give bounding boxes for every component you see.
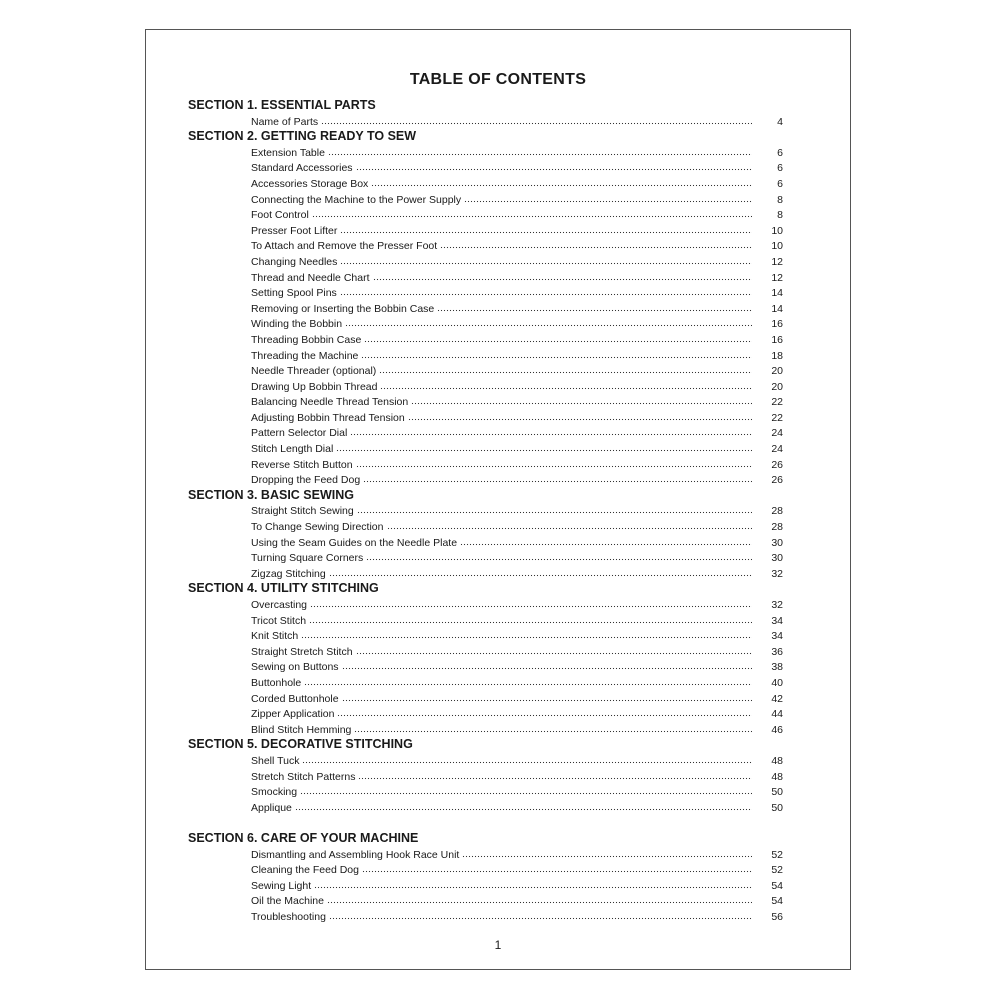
entry-page-number: 30 — [771, 536, 783, 549]
entry-title: To Change Sewing Direction — [251, 521, 384, 534]
dot-leader — [356, 160, 752, 171]
entry-title: Winding the Bobbin — [251, 318, 343, 331]
dot-leader — [437, 301, 752, 312]
toc-entry — [188, 628, 783, 644]
toc-entry — [188, 550, 783, 566]
toc-entry — [188, 425, 783, 441]
entry-page-number: 44 — [771, 708, 783, 721]
dot-leader — [302, 753, 752, 764]
entry-page-number: 16 — [771, 318, 783, 331]
entry-title: Standard Accessories — [251, 162, 353, 175]
dot-leader — [356, 644, 752, 655]
entry-page-number: 12 — [771, 271, 783, 284]
dot-leader — [310, 597, 752, 608]
toc-entry — [188, 332, 783, 348]
entry-title: Overcasting — [251, 599, 308, 611]
entry-page-number: 52 — [771, 864, 783, 877]
entry-title: Knit Stitch — [251, 630, 299, 643]
entry-title: Thread and Needle Chart — [251, 271, 370, 284]
section-spacer — [188, 815, 783, 831]
page-number: 1 — [494, 938, 502, 952]
entry-title: Straight Stretch Stitch — [251, 645, 353, 658]
toc-entry — [188, 223, 783, 239]
dot-leader — [356, 457, 752, 468]
dot-leader — [329, 566, 752, 577]
dot-leader — [295, 800, 752, 811]
entry-page-number: 50 — [771, 786, 783, 799]
toc-entry — [188, 145, 783, 161]
toc-entry — [188, 363, 783, 379]
entry-title: Accessories Storage Box — [251, 177, 369, 190]
entry-page-number: 22 — [771, 411, 783, 424]
dot-leader — [336, 441, 752, 452]
entry-page-number: 20 — [771, 365, 783, 378]
entry-title: Sewing on Buttons — [251, 661, 339, 674]
entry-title: Troubleshooting — [251, 910, 326, 923]
entry-page-number: 20 — [771, 380, 783, 393]
toc-entry — [188, 160, 783, 176]
entry-page-number: 42 — [771, 692, 783, 705]
toc-entry — [188, 441, 783, 457]
dot-leader — [462, 847, 752, 858]
entry-title: Reverse Stitch Button — [251, 458, 353, 471]
toc-entry — [188, 285, 783, 301]
entry-title: Changing Needles — [251, 255, 338, 268]
section-heading: SECTION 6. CARE OF YOUR MACHINE — [188, 830, 419, 845]
entry-page-number: 38 — [771, 661, 783, 674]
entry-page-number: 22 — [771, 396, 783, 409]
entry-title: Blind Stitch Hemming — [251, 723, 352, 736]
toc-entry — [188, 862, 783, 878]
section-heading: SECTION 2. GETTING READY TO SEW — [188, 129, 417, 144]
entry-title: Drawing Up Bobbin Thread — [251, 380, 378, 393]
toc-entry — [188, 847, 783, 863]
entry-page-number: 6 — [777, 162, 783, 175]
toc-entry — [188, 784, 783, 800]
entry-title: Cleaning the Feed Dog — [251, 864, 359, 877]
entry-title: Extension Table — [251, 146, 325, 159]
section-heading: SECTION 4. UTILITY STITCHING — [188, 581, 379, 596]
toc-entry — [188, 659, 783, 675]
dot-leader — [380, 379, 752, 390]
toc-entry — [188, 597, 783, 613]
entry-page-number: 54 — [771, 895, 783, 908]
toc-entry — [188, 769, 783, 785]
entry-page-number: 36 — [771, 645, 783, 658]
dot-leader — [328, 145, 752, 156]
document-page — [145, 29, 851, 970]
entry-page-number: 8 — [777, 209, 783, 222]
entry-title: Threading Bobbin Case — [251, 333, 362, 346]
dot-leader — [321, 114, 752, 125]
entry-title: To Attach and Remove the Presser Foot — [251, 240, 438, 253]
entry-title: Stitch Length Dial — [251, 443, 334, 456]
dot-leader — [373, 270, 753, 281]
dot-leader — [300, 784, 752, 795]
entry-title: Zipper Application — [251, 708, 335, 721]
entry-page-number: 52 — [771, 848, 783, 861]
dot-leader — [342, 691, 752, 702]
toc-entry — [188, 644, 783, 660]
dot-leader — [464, 192, 752, 203]
dot-leader — [329, 909, 752, 920]
entry-page-number: 10 — [771, 224, 783, 237]
dot-leader — [357, 503, 752, 514]
entry-page-number: 10 — [771, 240, 783, 253]
dot-leader — [358, 769, 752, 780]
entry-page-number: 50 — [771, 801, 783, 814]
toc-entry — [188, 800, 783, 816]
toc-entry — [188, 394, 783, 410]
toc-entry — [188, 706, 783, 722]
entry-title: Setting Spool Pins — [251, 287, 337, 300]
dot-leader — [411, 394, 752, 405]
entry-page-number: 32 — [771, 567, 783, 580]
entry-title: Straight Stitch Sewing — [251, 505, 354, 518]
entry-page-number: 34 — [771, 630, 783, 643]
toc-entry — [188, 878, 783, 894]
entry-title: Corded Buttonhole — [251, 692, 339, 705]
dot-leader — [342, 659, 752, 670]
entry-page-number: 56 — [771, 910, 783, 923]
entry-title: Balancing Needle Thread Tension — [251, 396, 409, 409]
toc-entry — [188, 472, 783, 488]
entry-title: Turning Square Corners — [251, 552, 364, 565]
entry-page-number: 12 — [771, 255, 783, 268]
toc-entry — [188, 348, 783, 364]
dot-leader — [460, 535, 752, 546]
entry-title: Name of Parts — [251, 115, 319, 128]
entry-page-number: 4 — [777, 115, 783, 128]
dot-leader — [379, 363, 752, 374]
entry-title: Threading the Machine — [251, 349, 359, 362]
dot-leader — [337, 706, 752, 717]
entry-page-number: 28 — [771, 505, 783, 518]
entry-title: Oil the Machine — [251, 895, 324, 908]
entry-page-number: 32 — [771, 599, 783, 611]
dot-leader — [301, 628, 752, 639]
entry-page-number: 24 — [771, 427, 783, 440]
entry-title: Adjusting Bobbin Thread Tension — [251, 411, 405, 424]
entry-page-number: 48 — [771, 754, 783, 767]
dot-leader — [309, 613, 752, 624]
entry-page-number: 14 — [771, 302, 783, 315]
entry-page-number: 54 — [771, 879, 783, 892]
entry-page-number: 34 — [771, 614, 783, 627]
dot-leader — [340, 285, 752, 296]
dot-leader — [314, 878, 752, 889]
section-heading: SECTION 1. ESSENTIAL PARTS — [188, 98, 376, 112]
entry-page-number: 14 — [771, 287, 783, 300]
dot-leader — [363, 472, 752, 483]
toc-entry — [188, 613, 783, 629]
dot-leader — [345, 316, 752, 327]
toc-entry — [188, 316, 783, 332]
toc-entry — [188, 379, 783, 395]
toc-entry — [188, 114, 783, 130]
entry-page-number: 6 — [777, 177, 783, 190]
entry-page-number: 18 — [771, 349, 783, 362]
entry-title: Zigzag Stitching — [251, 567, 326, 580]
toc-entry — [188, 909, 783, 925]
entry-title: Pattern Selector Dial — [251, 427, 348, 440]
section-heading: SECTION 3. BASIC SEWING — [188, 487, 354, 502]
entry-title: Removing or Inserting the Bobbin Case — [251, 302, 435, 315]
dot-leader — [340, 254, 752, 265]
entry-title: Dropping the Feed Dog — [251, 474, 361, 487]
entry-title: Tricot Stitch — [251, 614, 307, 627]
entry-page-number: 48 — [771, 770, 783, 783]
entry-title: Needle Threader (optional) — [251, 365, 377, 378]
table-of-contents — [188, 98, 783, 924]
toc-entry — [188, 238, 783, 254]
toc-entry — [188, 270, 783, 286]
entry-page-number: 26 — [771, 474, 783, 487]
toc-entry — [188, 457, 783, 473]
entry-page-number: 46 — [771, 723, 783, 736]
toc-entry — [188, 254, 783, 270]
toc-entry — [188, 207, 783, 223]
entry-title: Presser Foot Lifter — [251, 224, 338, 237]
entry-title: Connecting the Machine to the Power Supply — [251, 193, 462, 206]
dot-leader — [361, 348, 752, 359]
dot-leader — [387, 519, 753, 530]
entry-page-number: 8 — [777, 193, 783, 206]
entry-title: Stretch Stitch Patterns — [251, 770, 356, 783]
entry-title: Buttonhole — [251, 676, 302, 689]
entry-page-number: 6 — [777, 146, 783, 159]
entry-page-number: 16 — [771, 333, 783, 346]
entry-title: Using the Seam Guides on the Needle Plate — [251, 536, 458, 549]
toc-entry — [188, 176, 783, 192]
dot-leader — [350, 425, 752, 436]
dot-leader — [312, 207, 752, 218]
toc-entry — [188, 192, 783, 208]
toc-entry — [188, 566, 783, 582]
section-heading: SECTION 5. DECORATIVE STITCHING — [188, 737, 413, 752]
dot-leader — [440, 238, 752, 249]
dot-leader — [366, 550, 752, 561]
entry-title: Smocking — [251, 786, 298, 799]
toc-entry — [188, 893, 783, 909]
entry-page-number: 30 — [771, 552, 783, 565]
entry-title: Shell Tuck — [251, 754, 300, 767]
document-title: TABLE OF CONTENTS — [409, 71, 587, 88]
toc-entry — [188, 519, 783, 535]
toc-entry — [188, 753, 783, 769]
toc-entry — [188, 535, 783, 551]
entry-title: Applique — [251, 801, 292, 814]
entry-page-number: 28 — [771, 521, 783, 534]
dot-leader — [340, 223, 752, 234]
toc-entry — [188, 722, 783, 738]
toc-entry — [188, 503, 783, 519]
dot-leader — [304, 675, 752, 686]
entry-page-number: 40 — [771, 676, 783, 689]
dot-leader — [327, 893, 752, 904]
entry-title: Sewing Light — [251, 879, 312, 892]
entry-page-number: 24 — [771, 443, 783, 456]
toc-entry — [188, 410, 783, 426]
entry-title: Dismantling and Assembling Hook Race Unit — [251, 848, 460, 861]
toc-entry — [188, 301, 783, 317]
toc-entry — [188, 691, 783, 707]
dot-leader — [408, 410, 752, 421]
dot-leader — [362, 862, 752, 873]
dot-leader — [364, 332, 752, 343]
entry-page-number: 26 — [771, 458, 783, 471]
dot-leader — [354, 722, 752, 733]
entry-title: Foot Control — [251, 209, 309, 222]
toc-entry — [188, 675, 783, 691]
dot-leader — [371, 176, 752, 187]
